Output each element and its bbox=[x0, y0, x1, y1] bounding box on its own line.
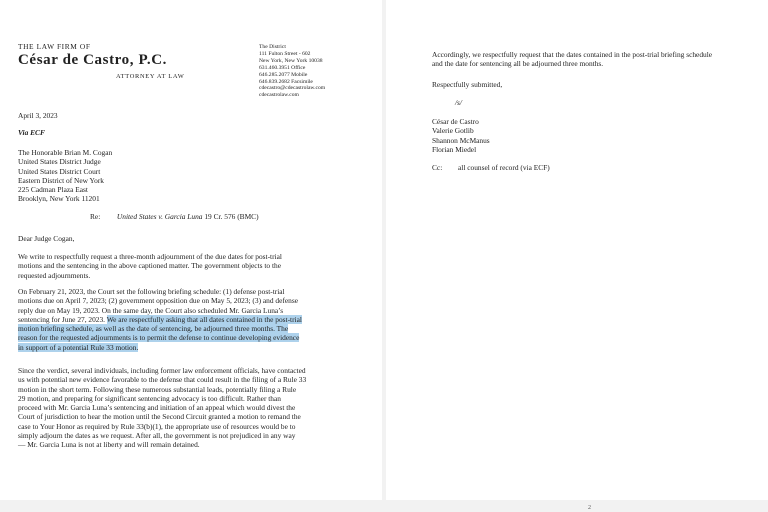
signatory-name: Florian Miedel bbox=[432, 144, 477, 154]
delivery-method: Via ECF bbox=[18, 128, 45, 137]
address-line: 111 Fulton Street - 602 bbox=[259, 50, 311, 57]
text-line: motion in the short term. Following these numerous substantial leads, potentially filing a Rule bbox=[18, 384, 297, 394]
signatory-names bbox=[432, 117, 490, 154]
address-line: The District bbox=[259, 44, 286, 50]
signatory-name: Valerie Gotlib bbox=[432, 126, 474, 136]
page2-paragraph bbox=[432, 50, 712, 69]
text-line: We write to respectfully request a three-month adjournment of the due dates for post-trial bbox=[18, 252, 282, 261]
cc-recipients: all counsel of record (via ECF) bbox=[458, 163, 550, 172]
addressee-line: Eastern District of New York bbox=[18, 175, 105, 185]
letter-page-1 bbox=[0, 0, 382, 500]
address-line: cdecastrolaw.com bbox=[259, 92, 299, 99]
case-name: United States v. Garcia Luna bbox=[116, 212, 203, 221]
highlighted-text[interactable]: We are respectfully asking that all dates contained in the post-trial bbox=[106, 314, 302, 324]
text-line: simply adjourn the dates as we request. After all, the government is not prejudiced in any way bbox=[18, 431, 296, 441]
text-line: — Mr. Garcia Luna is not at liberty and will remain detained. bbox=[18, 440, 200, 450]
letter-date: April 3, 2023 bbox=[18, 111, 58, 120]
firm-subtitle: ATTORNEY AT LAW bbox=[116, 73, 185, 80]
text-line: 29 motion, and preparing for significant sentencing advocacy is too difficult. Rather than bbox=[18, 393, 281, 403]
text-segment: sentencing for June 27, 2023. bbox=[18, 314, 107, 324]
addressee-line: United States District Court bbox=[18, 166, 101, 176]
address-line: 646.839.2682 Facsimile bbox=[259, 78, 313, 85]
re-label: Re: bbox=[90, 212, 101, 221]
addressee-block bbox=[18, 148, 112, 204]
text-line: Court of jurisdiction to hear the motion until the Second Circuit granted a motion to remand the bbox=[18, 412, 301, 422]
text-line: motions and the sentencing in the above captioned matter. The government objects to the bbox=[18, 261, 281, 271]
text-line: Accordingly, we respectfully request that the dates contained in the post-trial briefing schedule bbox=[432, 50, 713, 59]
firm-label: THE LAW FIRM OF bbox=[18, 42, 91, 51]
text-line: and the date for sentencing all be adjourned three months. bbox=[432, 59, 604, 69]
closing: Respectfully submitted, bbox=[432, 80, 503, 89]
text-line: proceed with Mr. Garcia Luna’s sentencing and initiation of an appeal which would divest the bbox=[18, 403, 296, 413]
page-number: 2 bbox=[588, 505, 591, 511]
addressee-line: 225 Cadman Plaza East bbox=[18, 185, 88, 195]
text-line: reply due on May 19, 2023. On the same day, the Court also scheduled Mr. Garcia Luna’s bbox=[18, 305, 284, 315]
re-line bbox=[90, 212, 259, 221]
firm-address bbox=[259, 44, 325, 99]
signature: /s/ bbox=[455, 98, 462, 107]
highlighted-text[interactable]: motion briefing schedule, as well as the date of sentencing, be adjourned three months. The bbox=[18, 324, 289, 334]
address-line: 646.285.2077 Mobile bbox=[259, 71, 308, 78]
firm-name: César de Castro, P.C. bbox=[18, 52, 167, 68]
highlighted-text[interactable]: reason for the requested adjournments is to permit the defense to continue developing evidence bbox=[18, 333, 300, 343]
text-line bbox=[18, 324, 354, 333]
text-line bbox=[18, 333, 354, 342]
text-line bbox=[18, 315, 354, 324]
paragraph-3 bbox=[18, 366, 354, 450]
text-line: requested adjournments. bbox=[18, 270, 91, 280]
paragraph-2 bbox=[18, 287, 354, 352]
address-line: cdecastro@cdecastrolaw.com bbox=[259, 85, 326, 92]
addressee-line: Brooklyn, New York 11201 bbox=[18, 194, 100, 204]
letter-page-2 bbox=[386, 0, 768, 500]
salutation: Dear Judge Cogan, bbox=[18, 234, 75, 243]
signatory-name: Shannon McManus bbox=[432, 135, 490, 145]
text-line: Since the verdict, several individuals, including former law enforcement officials, have contacted bbox=[18, 366, 306, 375]
signatory-name: César de Castro bbox=[432, 117, 479, 126]
addressee-line: United States District Judge bbox=[18, 157, 101, 167]
text-line: motions due on April 7, 2023; (2) government opposition due on May 5, 2023; (3) and defense bbox=[18, 296, 298, 306]
cc-label: Cc: bbox=[432, 163, 443, 172]
text-line: us with potential new evidence favorable to the defense that could result in the filing of a Rule 33 bbox=[18, 375, 307, 385]
case-number: 19 Cr. 576 (BMC) bbox=[202, 212, 259, 221]
address-line: New York, New York 10038 bbox=[259, 57, 323, 64]
address-line: 631.460.3951 Office bbox=[259, 64, 306, 71]
highlighted-text[interactable]: in support of a potential Rule 33 motion. bbox=[18, 342, 139, 352]
addressee-line: The Honorable Brian M. Cogan bbox=[18, 148, 113, 157]
text-line: On February 21, 2023, the Court set the following briefing schedule: (1) defense post-trial bbox=[18, 287, 285, 296]
text-line: case to Your Honor as required by Rule 33(b)(1), the appropriate use of resources would be to bbox=[18, 421, 296, 431]
paragraph-1 bbox=[18, 252, 354, 280]
text-line bbox=[18, 343, 354, 352]
